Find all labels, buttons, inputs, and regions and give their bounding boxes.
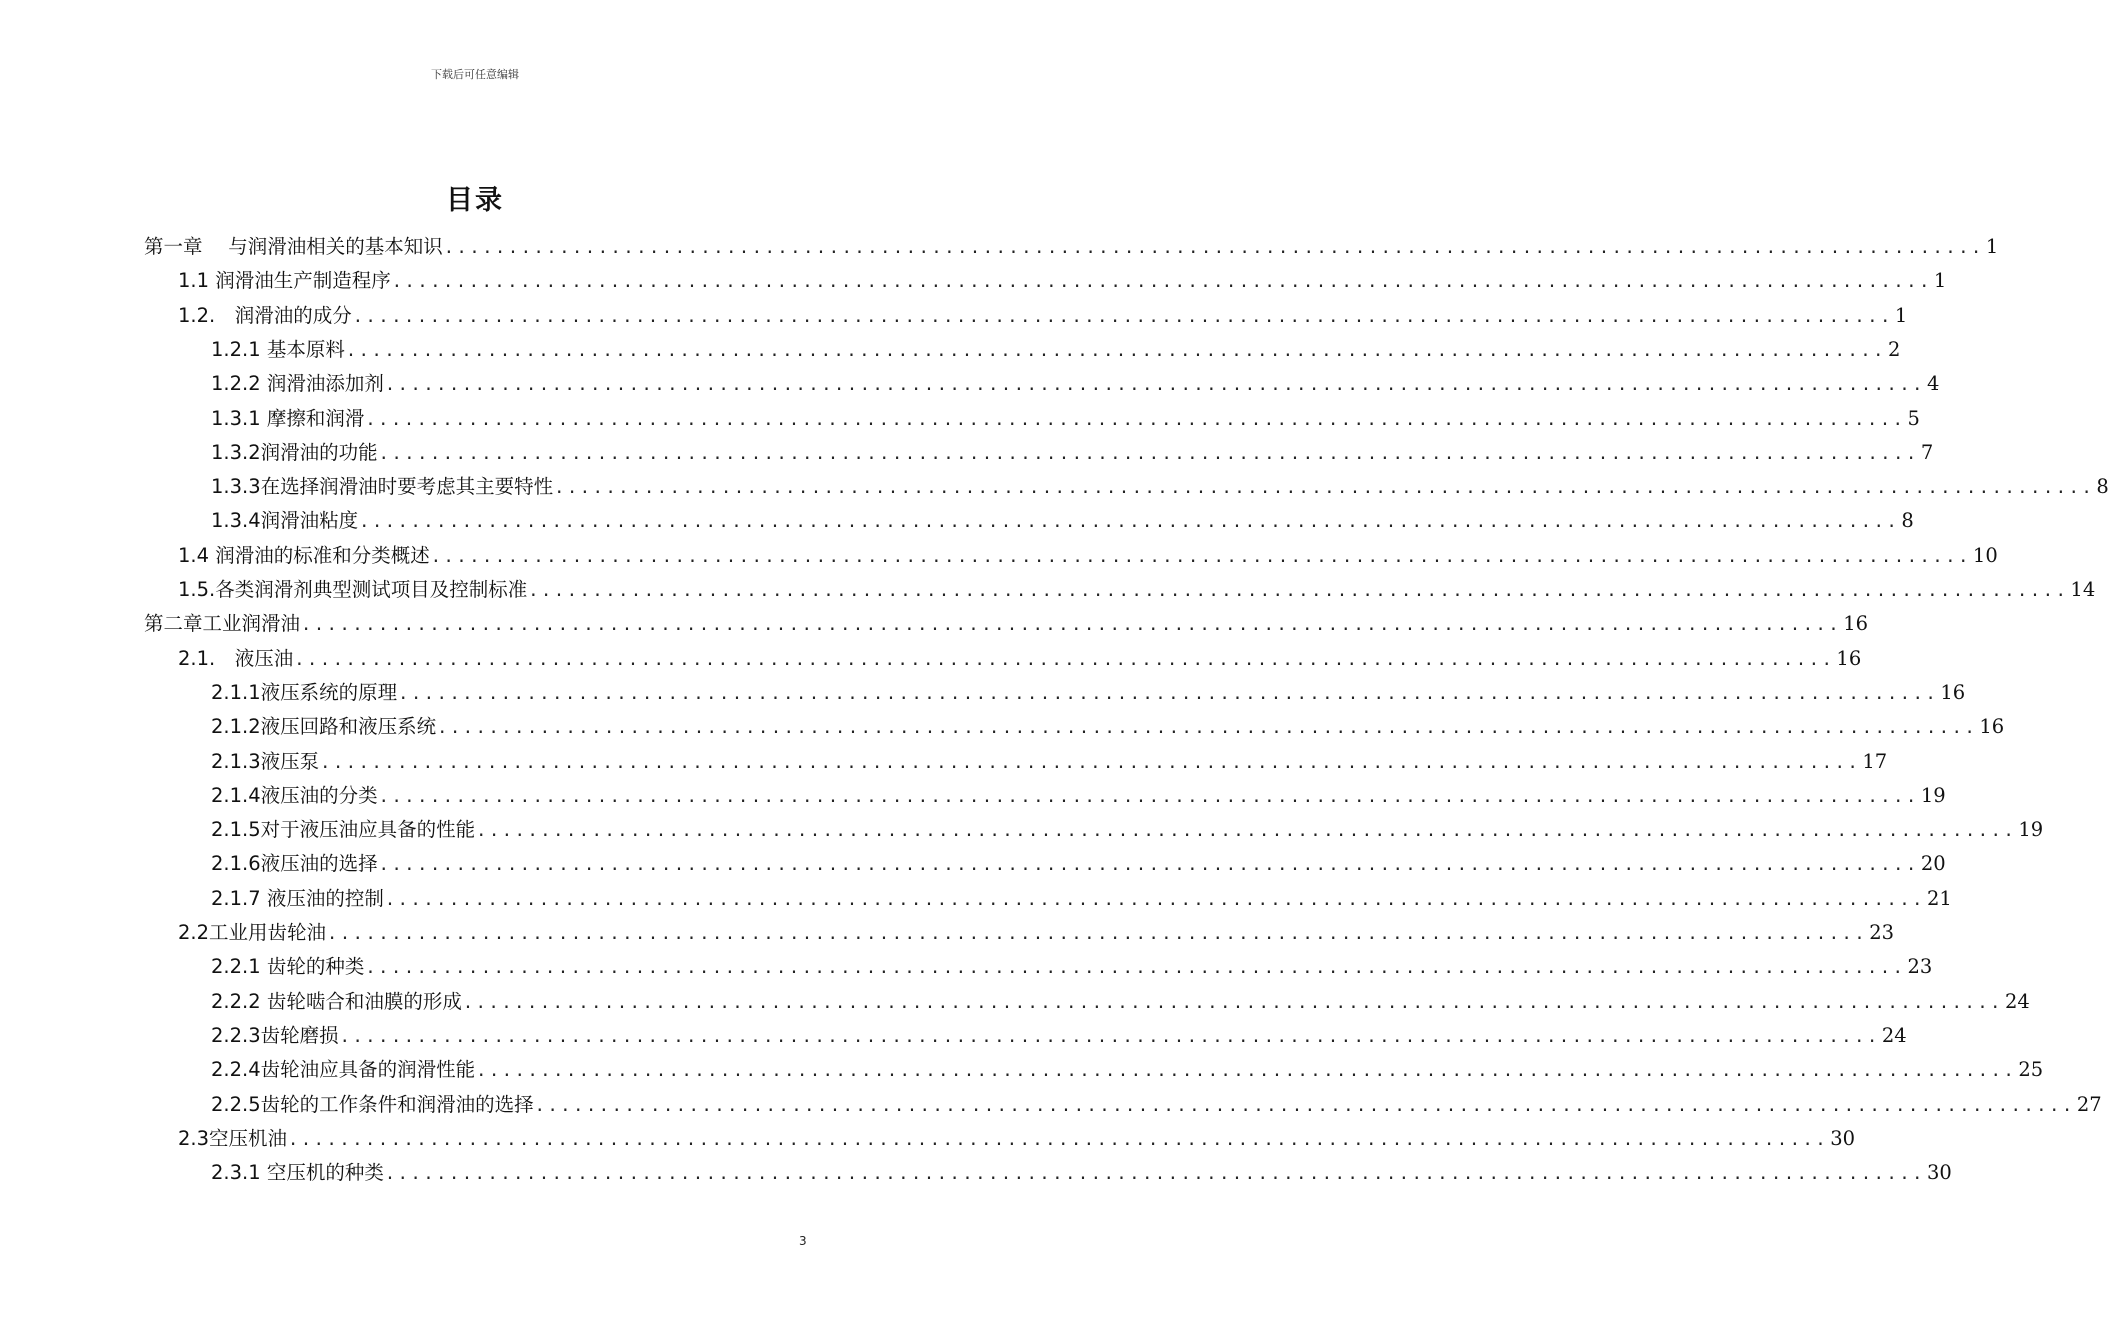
toc-entry-page: 23 [1869, 921, 1895, 944]
toc-entry-page: 24 [1881, 1023, 1907, 1047]
toc-entry-label: 1.2.2 润滑油添加剂 [211, 372, 384, 396]
toc-entry-page: 8 [2096, 475, 2109, 499]
toc-entry-page: 1 [1894, 303, 1908, 327]
toc-entry-label: 2.2.2 齿轮啮合和油膜的形成 [211, 989, 462, 1013]
toc-entry-label: 2.1.7 液压油的控制 [211, 886, 384, 910]
toc-entry-label: 1.3.4润滑油粘度 [211, 509, 359, 533]
toc-entry-row [211, 884, 1952, 915]
toc-leader-dots: ........................................................................................................................ [384, 1164, 1926, 1185]
toc-entry[interactable] [0, 266, 1947, 296]
toc-entry-label: 1.2.1 基本原料 [211, 337, 345, 361]
toc-entry-label: 1.4 润滑油的标准和分类概述 [178, 543, 430, 567]
toc-entry-label: 第一章 与润滑油相关的基本知识 [144, 235, 443, 258]
toc-entry-page: 27 [2076, 1092, 2102, 1116]
toc-leader-dots: ........................................................................................................................ [443, 238, 1984, 258]
toc-entry-row [211, 1090, 2102, 1121]
toc-entry[interactable] [0, 438, 1934, 468]
toc-leader-dots: ........................................................................................................................ [430, 546, 1971, 567]
toc-entry-row [178, 1124, 1856, 1155]
toc-entry-row [211, 369, 1940, 400]
page-number: 3 [799, 1234, 807, 1248]
toc-entry[interactable] [0, 1055, 2044, 1085]
toc-entry-page: 23 [1907, 955, 1933, 979]
toc-entry-page: 20 [1920, 852, 1946, 876]
toc-title: 目录 [446, 185, 504, 216]
toc-leader-dots: ........................................................................................................................ [528, 581, 2069, 601]
toc-entry-row [178, 575, 2096, 606]
toc-entry[interactable] [0, 1021, 1907, 1051]
toc-entry-row [211, 987, 2030, 1018]
toc-leader-dots: ........................................................................................................................ [437, 718, 1978, 739]
toc-entry-row [178, 541, 1998, 572]
toc-leader-dots: ........................................................................................................................ [365, 958, 1906, 979]
toc-leader-dots: ........................................................................................................................ [476, 821, 2017, 842]
toc-entry[interactable] [0, 815, 2044, 845]
toc-entry-page: 14 [2070, 578, 2096, 601]
toc-entry-page: 19 [1920, 783, 1946, 807]
toc-entry-page: 19 [2018, 818, 2044, 842]
toc-entry-row [211, 438, 1934, 469]
toc-entry-label: 1.3.2润滑油的功能 [211, 440, 378, 464]
toc-entry-row [211, 678, 1966, 709]
toc-entry-label: 2.2.5齿轮的工作条件和润滑油的选择 [211, 1092, 534, 1116]
toc-entry-label: 2.3.1 空压机的种类 [211, 1161, 384, 1185]
toc-entry[interactable] [0, 884, 1952, 914]
toc-leader-dots: ........................................................................................................................ [554, 478, 2095, 499]
toc-leader-dots: ........................................................................................................................ [476, 1061, 2017, 1082]
toc-entry-label: 2.1.3液压泵 [211, 749, 320, 773]
toc-entry[interactable] [0, 472, 2109, 502]
toc-leader-dots: ........................................................................................................................ [534, 1095, 2075, 1116]
toc-entry[interactable] [0, 506, 1914, 536]
toc-entry[interactable] [0, 747, 1888, 777]
toc-entry-label: 2.3空压机油 [178, 1126, 288, 1150]
toc-entry-row [211, 404, 1920, 435]
toc-entry-label: 2.2.3齿轮磨损 [211, 1023, 339, 1047]
toc-entry[interactable] [0, 335, 1901, 365]
toc-leader-dots: ........................................................................................................................ [339, 1026, 1880, 1047]
toc-entry-page: 7 [1920, 440, 1934, 464]
toc-entry-label: 2.2.4齿轮油应具备的润滑性能 [211, 1058, 476, 1082]
toc-leader-dots: ........................................................................................................................ [352, 306, 1893, 327]
toc-entry-page: 16 [1940, 680, 1966, 704]
toc-entry-page: 30 [1927, 1161, 1952, 1185]
toc-entry-page: 21 [1927, 886, 1952, 910]
toc-entry-page: 1 [1933, 269, 1947, 293]
toc-entry[interactable] [0, 232, 1999, 262]
toc-entry[interactable] [0, 918, 1895, 948]
toc-leader-dots: ........................................................................................................................ [378, 786, 1919, 807]
toc-entry-page: 30 [1830, 1126, 1856, 1150]
toc-entry-row [211, 1055, 2044, 1086]
toc-leader-dots: ........................................................................................................................ [378, 443, 1919, 464]
toc-leader-dots: ........................................................................................................................ [345, 340, 1887, 361]
toc-entry-label: 1.2. 润滑油的成分 [178, 303, 352, 327]
toc-entry[interactable] [0, 644, 1862, 674]
toc-entry[interactable] [0, 781, 1946, 811]
toc-entry[interactable] [0, 369, 1940, 399]
toc-entry-row [211, 1158, 1952, 1189]
toc-entry[interactable] [0, 678, 1966, 708]
toc-entry-row [178, 301, 1908, 332]
toc-leader-dots: ........................................................................................................................ [398, 683, 1939, 704]
toc-entry-page: 25 [2018, 1058, 2044, 1082]
toc-entry-label: 2.1. 液压油 [178, 646, 294, 670]
toc-entry-row [211, 335, 1901, 366]
toc-entry-row [211, 472, 2109, 503]
toc-leader-dots: ........................................................................................................................ [378, 855, 1919, 876]
toc-entry-row [144, 232, 1999, 263]
toc-leader-dots: ........................................................................................................................ [301, 615, 1842, 636]
toc-entry-label: 2.2工业用齿轮油 [178, 921, 327, 944]
toc-entry-page: 8 [1901, 509, 1914, 533]
toc-entry-label: 2.1.1液压系统的原理 [211, 680, 398, 704]
toc-entry-row [211, 815, 2044, 846]
toc-entry[interactable] [0, 987, 2030, 1017]
toc-entry-row [211, 1021, 1907, 1052]
toc-leader-dots: ........................................................................................................................ [320, 752, 1861, 773]
toc-entry[interactable] [0, 575, 2096, 605]
toc-entry-row [211, 506, 1914, 537]
toc-leader-dots: ........................................................................................................................ [365, 409, 1906, 430]
toc-leader-dots: ........................................................................................................................ [462, 992, 2004, 1013]
toc-leader-dots: ........................................................................................................................ [384, 375, 1926, 396]
toc-entry-row [144, 609, 1869, 640]
toc-entry[interactable] [0, 301, 1908, 331]
toc-entry[interactable] [0, 404, 1920, 434]
toc-entry-label: 2.1.6液压油的选择 [211, 852, 378, 876]
toc-entry-page: 16 [1843, 612, 1869, 636]
toc-entry[interactable] [0, 952, 1933, 982]
toc-entry-label: 1.1 润滑油生产制造程序 [178, 269, 391, 293]
toc-entry-page: 16 [1836, 646, 1862, 670]
toc-entry-page: 4 [1927, 372, 1940, 396]
toc-entry-label: 1.3.1 摩擦和润滑 [211, 406, 365, 430]
toc-entry-label: 2.1.5对于液压油应具备的性能 [211, 818, 476, 842]
toc-entry[interactable] [0, 609, 1869, 639]
toc-entry-page: 24 [2005, 989, 2030, 1013]
toc-entry-page: 16 [1979, 715, 2005, 739]
toc-leader-dots: ........................................................................................................................ [294, 649, 1835, 670]
toc-entry-label: 1.3.3在选择润滑油时要考虑其主要特性 [211, 475, 554, 499]
toc-entry[interactable] [0, 849, 1946, 879]
toc-entry-row [178, 644, 1862, 675]
toc-entry[interactable] [0, 712, 2005, 742]
toc-entry[interactable] [0, 541, 1998, 571]
toc-entry-row [211, 781, 1946, 812]
toc-entry[interactable] [0, 1124, 1856, 1154]
toc-entry-row [178, 266, 1947, 297]
toc-leader-dots: ........................................................................................................................ [391, 272, 1932, 293]
toc-entry-page: 5 [1907, 406, 1920, 430]
toc-entry-label: 2.1.2液压回路和液压系统 [211, 715, 437, 739]
toc-entry-row [211, 712, 2005, 743]
toc-leader-dots: ........................................................................................................................ [288, 1129, 1829, 1150]
toc-entry[interactable] [0, 1090, 2102, 1120]
toc-leader-dots: ........................................................................................................................ [384, 889, 1926, 910]
toc-entry-page: 17 [1862, 749, 1888, 773]
toc-entry-page: 10 [1972, 543, 1998, 567]
toc-entry-label: 2.2.1 齿轮的种类 [211, 955, 365, 979]
toc-leader-dots: ........................................................................................................................ [359, 512, 1900, 533]
page-header: 下载后可任意编辑 [431, 68, 519, 81]
toc-entry-page: 1 [1985, 235, 1999, 258]
toc-entry-row [178, 918, 1895, 949]
toc-entry[interactable] [0, 1158, 1952, 1188]
toc-entry-page: 2 [1888, 337, 1901, 361]
toc-entry-row [211, 849, 1946, 880]
toc-entry-label: 1.5.各类润滑剂典型测试项目及控制标准 [178, 578, 528, 601]
toc-entry-row [211, 952, 1933, 983]
toc-entry-label: 第二章工业润滑油 [144, 612, 301, 636]
toc-entry-row [211, 747, 1888, 778]
toc-entry-label: 2.1.4液压油的分类 [211, 783, 378, 807]
toc-leader-dots: ........................................................................................................................ [327, 924, 1868, 944]
